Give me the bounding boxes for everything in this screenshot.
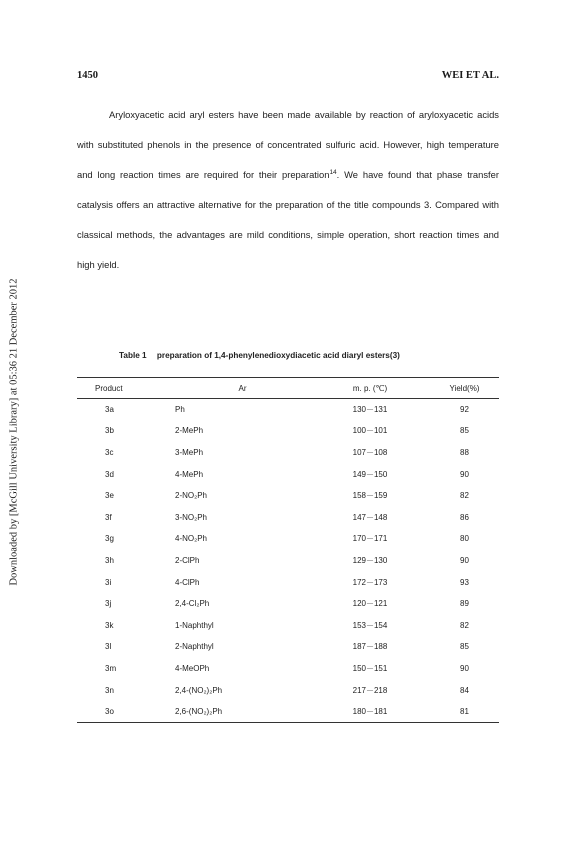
cell-ar: 3-MePh: [175, 447, 204, 457]
cell-mp: 170－171: [352, 534, 388, 544]
data-table: [77, 377, 499, 723]
cell-yield: 90: [460, 663, 469, 673]
cell-mp: 147－148: [352, 512, 388, 522]
table-caption-label: Table 1: [119, 351, 147, 360]
table-caption-text: preparation of 1,4-phenylenedioxydiacetic acid diaryl esters(3): [156, 351, 400, 360]
data-table-container: [77, 377, 499, 723]
cell-mp: 180－181: [352, 706, 388, 716]
cell-yield: 90: [460, 555, 469, 565]
table-row: [77, 679, 499, 701]
header-product: Product: [95, 383, 123, 393]
cell-ar: 4-MePh: [175, 469, 204, 479]
cell-ar: 2-ClPh: [175, 555, 200, 565]
cell-product: 3b: [105, 426, 114, 436]
table-row: [77, 550, 499, 572]
paragraph-text: Aryloxyacetic acid aryl esters have been made available by reaction of aryloxyacetic acids with substituted phenols in the presence of concentrated sulfuric acid. However, high temperature and long reaction times are required for their preparation: [77, 109, 499, 180]
cell-yield: 89: [460, 599, 469, 609]
cell-yield: 84: [460, 685, 469, 695]
cell-ar: 2,4-Cl₂Ph: [175, 599, 210, 609]
cell-yield: 82: [460, 491, 469, 501]
page-number: 1450: [77, 70, 98, 81]
reference-superscript: 14: [329, 168, 337, 176]
cell-product: 3m: [105, 663, 117, 673]
download-watermark-text: Downloaded by [McGill University Library] at 05:36 21 December 2012: [8, 278, 20, 586]
table-row: [77, 614, 499, 636]
cell-yield: 80: [460, 534, 469, 544]
cell-ar: 2,6-(NO₂)₂Ph: [175, 706, 223, 716]
table-header-row: [77, 378, 499, 399]
cell-mp: 217－218: [352, 685, 388, 695]
cell-ar: 1-Naphthyl: [175, 620, 214, 630]
cell-product: 3a: [105, 405, 114, 415]
table-row: [77, 701, 499, 723]
cell-ar: 4-NO₂Ph: [175, 534, 208, 544]
cell-yield: 88: [460, 447, 469, 457]
cell-mp: 187－188: [352, 642, 388, 652]
table-row: [77, 399, 499, 421]
cell-ar: Ph: [175, 405, 185, 415]
cell-ar: 3-NO₂Ph: [175, 512, 208, 522]
cell-mp: 172－173: [352, 577, 388, 587]
table-row: [77, 506, 499, 528]
cell-product: 3f: [105, 512, 112, 522]
cell-mp: 107－108: [352, 447, 388, 457]
cell-product: 3n: [105, 685, 114, 695]
cell-mp: 130－131: [352, 405, 388, 415]
paragraph-text-continued: . We have found that phase transfer catalysis offers an attractive alternative for the preparation of the title compounds 3. Compared with classical methods, the advantages are mild conditions, simple operation, short reaction times and high yield.: [77, 169, 499, 270]
cell-yield: 86: [460, 512, 469, 522]
cell-yield: 90: [460, 469, 469, 479]
table-row: [77, 636, 499, 658]
cell-product: 3d: [105, 469, 114, 479]
table-row: [77, 593, 499, 615]
cell-yield: 82: [460, 620, 469, 630]
table-caption: [119, 351, 400, 360]
cell-mp: 153－154: [352, 620, 388, 630]
cell-mp: 150－151: [352, 663, 388, 673]
cell-ar: 2-NO₂Ph: [175, 491, 208, 501]
cell-mp: 158－159: [352, 491, 388, 501]
cell-ar: 4-MeOPh: [175, 663, 210, 673]
header-mp: m. p. (℃): [352, 383, 388, 393]
table-row: [77, 528, 499, 550]
cell-product: 3i: [105, 577, 112, 587]
cell-product: 3c: [105, 447, 114, 457]
table-row: [77, 658, 499, 680]
cell-yield: 85: [460, 642, 469, 652]
header-ar: Ar: [238, 383, 247, 393]
table-body: [77, 399, 499, 723]
cell-ar: 2-Naphthyl: [175, 642, 214, 652]
cell-product: 3j: [105, 599, 112, 609]
table-row: [77, 463, 499, 485]
cell-product: 3g: [105, 534, 114, 544]
table-row: [77, 485, 499, 507]
header-yield: Yield(%): [449, 383, 480, 393]
cell-ar: 4-ClPh: [175, 577, 200, 587]
table-row: [77, 442, 499, 464]
cell-product: 3l: [105, 642, 112, 652]
cell-yield: 93: [460, 577, 469, 587]
cell-mp: 120－121: [352, 599, 388, 609]
table-row: [77, 571, 499, 593]
cell-yield: 92: [460, 405, 469, 415]
cell-product: 3k: [105, 620, 114, 630]
cell-product: 3e: [105, 491, 114, 501]
cell-product: 3h: [105, 555, 114, 565]
cell-yield: 81: [460, 706, 469, 716]
cell-mp: 100－101: [352, 426, 388, 436]
cell-yield: 85: [460, 426, 469, 436]
cell-mp: 129－130: [352, 555, 388, 565]
cell-product: 3o: [105, 706, 114, 716]
running-head: WEI ET AL.: [441, 70, 499, 81]
body-paragraph: [77, 100, 499, 280]
cell-ar: 2,4-(NO₂)₂Ph: [175, 685, 223, 695]
cell-ar: 2-MePh: [175, 426, 204, 436]
cell-mp: 149－150: [352, 469, 388, 479]
table-row: [77, 420, 499, 442]
